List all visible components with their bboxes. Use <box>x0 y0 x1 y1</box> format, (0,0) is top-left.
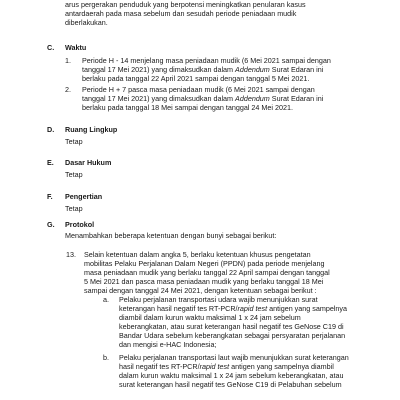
sub-item-line <box>119 362 352 371</box>
item-line: berlaku pada tanggal 18 Mei sampai dengan tanggal 24 Mei 2021. <box>82 103 293 112</box>
item-line: masa peniadaan mudik yang berlaku tanggal 22 April sampai dengan tanggal <box>84 268 330 277</box>
text-segment: antigen yang sampelnya <box>267 304 348 313</box>
italic-term: Addendum <box>235 94 270 103</box>
sub-item-line: dan mengisi e-HAC Indonesia; <box>119 340 217 349</box>
sub-item-line: dalam kurun waktu maksimal 1 x 24 jam sebelum keberangkatan, atau <box>119 371 344 380</box>
section-body: Tetap <box>65 137 83 146</box>
item-number: 13. <box>66 250 76 259</box>
sub-item-line: surat keterangan hasil negatif tes GeNose C19 di Pelabuhan sebelum <box>119 380 342 389</box>
text-segment: antigen yang sampelnya diambil <box>229 362 334 371</box>
item-number: 2. <box>65 85 71 94</box>
section-letter: C. <box>47 43 55 52</box>
text-segment: hasil negatif tes RT-PCR/ <box>119 362 200 371</box>
section-title-waktu: Waktu <box>65 43 87 52</box>
item-line: Selain ketentuan dalam angka 5, berlaku ketentuan khusus pengetatan <box>84 250 311 259</box>
item-line <box>82 65 342 74</box>
sub-item-line <box>119 304 352 313</box>
sub-item-letter: b. <box>103 353 109 362</box>
item-line: berlaku pada tanggal 22 April 2021 sampai dengan tanggal 5 Mei 2021. <box>82 74 310 83</box>
text-segment: tanggal 17 Mei 2021) yang dimaksudkan dalam <box>82 94 236 103</box>
text-segment: tanggal 17 Mei 2021) yang dimaksudkan dalam <box>82 65 236 74</box>
section-body: Tetap <box>65 170 83 179</box>
item-number: 1. <box>65 56 71 65</box>
section-letter: E. <box>47 158 54 167</box>
item-line: Periode H + 7 pasca masa peniadaan mudik (6 Mei 2021 sampai dengan <box>82 85 315 94</box>
section-title-pengertian: Pengertian <box>65 192 103 201</box>
section-letter: D. <box>47 125 55 134</box>
intro-line: diberlakukan. <box>65 18 108 27</box>
sub-item-line: Pelaku perjalanan transportasi laut wajib menunjukkan surat keterangan <box>119 353 349 362</box>
intro-line: antardaerah pada masa sebelum dan sesudah periode peniadaan mudik <box>65 9 297 18</box>
sub-item-line: keberangkatan, atau surat keterangan hasil negatif tes GeNose C19 di <box>119 322 344 331</box>
italic-term: rapid test <box>199 362 230 371</box>
section-letter: G. <box>47 220 55 229</box>
text-segment: Surat Edaran ini <box>269 94 324 103</box>
italic-term: Addendum <box>235 65 270 74</box>
sub-item-line: Bandar Udara sebelum keberangkatan sebagai persyaratan perjalanan <box>119 331 346 340</box>
intro-line: arus pergerakan penduduk yang berpotensi meningkatkan penularan kasus <box>65 0 306 9</box>
item-line: mobilitas Pelaku Perjalanan Dalam Negeri (PPDN) pada periode menjelang <box>84 259 325 268</box>
section-title-protokol: Protokol <box>65 220 95 229</box>
item-line: 5 Mei 2021 dan pasca masa peniadaan mudik yang berlaku tanggal 18 Mei <box>84 277 324 286</box>
text-segment: Surat Edaran ini <box>269 65 324 74</box>
section-title-dasar-hukum: Dasar Hukum <box>65 158 112 167</box>
section-letter: F. <box>47 192 53 201</box>
italic-term: rapid test <box>237 304 268 313</box>
section-body: Menambahkan beberapa ketentuan dengan bunyi sebagai berikut: <box>65 231 277 240</box>
section-body: Tetap <box>65 204 83 213</box>
text-segment: keterangan hasil negatif tes RT-PCR/ <box>119 304 238 313</box>
item-line <box>82 94 342 103</box>
item-line: Periode H - 14 menjelang masa peniadaan mudik (6 Mei 2021 sampai dengan <box>82 56 331 65</box>
sub-item-line: Pelaku perjalanan transportasi udara wajib menunjukkan surat <box>119 295 318 304</box>
sub-item-letter: a. <box>103 295 109 304</box>
sub-item-line: diambil dalam kurun waktu maksimal 1 x 24 jam sebelum <box>119 313 301 322</box>
section-title-ruang-lingkup: Ruang Lingkup <box>65 125 118 134</box>
item-line: sampai dengan tanggal 24 Mei 2021, dengan ketentuan sebagai berikut : <box>84 286 317 295</box>
